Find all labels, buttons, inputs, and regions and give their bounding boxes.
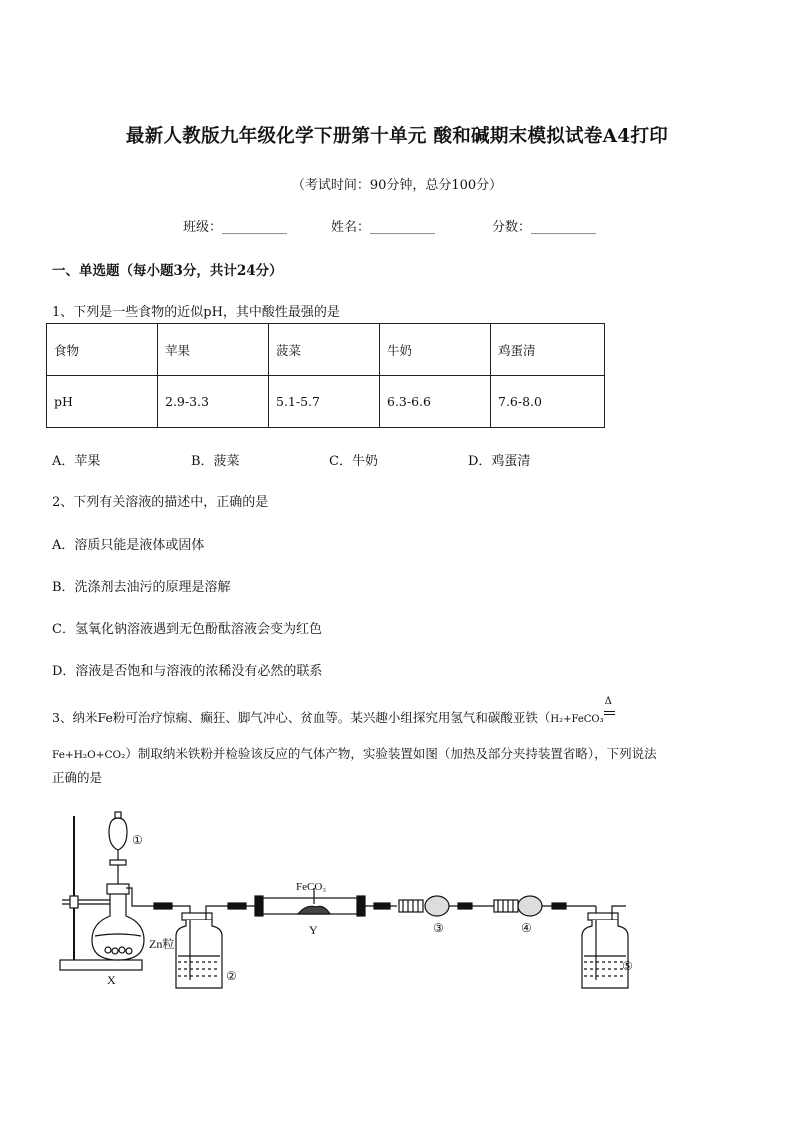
rubber-tube — [458, 903, 472, 909]
drying-tube-3-bulb — [425, 896, 449, 916]
exam-info: （考试时间：90分钟，总分100分） — [291, 178, 503, 193]
bottle-stopper — [588, 913, 618, 920]
table-cell: 菠菜 — [269, 324, 380, 376]
q2-option-a[interactable]: A．溶质只能是液体或固体 — [52, 538, 205, 553]
q1-option-c[interactable]: C．牛奶 — [329, 454, 378, 469]
label-feco3: FeCO₃ — [296, 881, 327, 893]
table-cell: 7.6-8.0 — [491, 376, 605, 428]
stopper — [107, 884, 129, 894]
q2-option-b[interactable]: B．洗涤剂去油污的原理是溶解 — [52, 580, 231, 595]
name-field[interactable]: 姓名：__________ — [331, 220, 436, 235]
wash-bottle-5 — [582, 920, 628, 988]
table-row — [47, 324, 605, 376]
reaction-condition — [604, 696, 616, 722]
question-3-line-1 — [52, 696, 616, 726]
table-cell: 5.1-5.7 — [269, 376, 380, 428]
rubber-tube — [154, 903, 172, 909]
q3-equation-left: H₂+FeCO₃ — [550, 714, 604, 725]
label-4: ④ — [521, 921, 532, 935]
q2-option-c[interactable]: C．氢氧化钠溶液遇到无色酚酞溶液会变为红色 — [52, 622, 322, 637]
wash-bottle-2 — [176, 920, 222, 988]
table-cell: 苹果 — [158, 324, 269, 376]
q1-option-d[interactable]: D．鸡蛋清 — [468, 454, 531, 469]
table-cell: 2.9-3.3 — [158, 376, 269, 428]
table-cell: 食物 — [47, 324, 158, 376]
apparatus-figure — [52, 808, 642, 990]
table-cell: 鸡蛋清 — [491, 324, 605, 376]
ph-table — [46, 323, 605, 428]
equals-line — [604, 714, 615, 715]
stopcock — [110, 860, 126, 865]
class-field[interactable]: 班级：__________ — [183, 220, 288, 235]
bottle-stopper — [182, 913, 212, 920]
delta-sign: Δ — [604, 696, 612, 707]
table-row — [47, 376, 605, 428]
q2-option-d[interactable]: D．溶液是否饱和与溶液的浓稀没有必然的联系 — [52, 664, 323, 679]
label-5: ⑤ — [622, 959, 633, 973]
table-cell: 6.3-6.6 — [380, 376, 491, 428]
section-heading: 一、单选题（每小题3分，共计24分） — [52, 263, 283, 279]
drying-tube-4-bulb — [518, 896, 542, 916]
tube-stopper — [357, 896, 365, 916]
tube-stopper — [255, 896, 263, 916]
page-title: 最新人教版九年级化学下册第十单元 酸和碱期末模拟试卷A4打印 — [125, 126, 669, 147]
question-2-stem: 2、下列有关溶液的描述中，正确的是 — [52, 495, 269, 510]
stand-base — [60, 960, 142, 970]
score-field[interactable]: 分数：__________ — [492, 220, 597, 235]
question-1-stem: 1、下列是一些食物的近似pH，其中酸性最强的是 — [52, 305, 340, 320]
equals-line — [604, 711, 615, 712]
table-cell: pH — [47, 376, 158, 428]
label-x: X — [107, 973, 116, 987]
label-3: ③ — [433, 921, 444, 935]
table-cell: 牛奶 — [380, 324, 491, 376]
q1-option-b[interactable]: B．菠菜 — [191, 454, 240, 469]
question-3-line-2 — [52, 744, 657, 762]
rubber-tube — [552, 903, 566, 909]
label-zn: Zn粒 — [149, 937, 175, 951]
rubber-tube — [228, 903, 246, 909]
rubber-tube — [374, 903, 390, 909]
q3-equation-right: Fe+H₂O+CO₂ — [52, 749, 126, 761]
clamp-holder — [70, 896, 78, 908]
q1-option-a[interactable]: A．苹果 — [52, 454, 101, 469]
q3-text: 3、纳米Fe粉可治疗惊痫、癫狂、脚气冲心、贫血等。某兴趣小组探究用氢气和碳酸亚铁（ — [52, 710, 551, 725]
separatory-funnel — [109, 818, 127, 850]
question-3-line-3: 正确的是 — [52, 770, 103, 785]
label-y: Y — [309, 923, 318, 937]
label-1: ① — [132, 833, 143, 847]
label-2: ② — [226, 969, 237, 983]
funnel-stopper — [115, 812, 121, 818]
q3-text: ）制取纳米铁粉并检验该反应的气体产物，实验装置如图（加热及部分夹持装置省略），下列说法 — [125, 746, 657, 761]
